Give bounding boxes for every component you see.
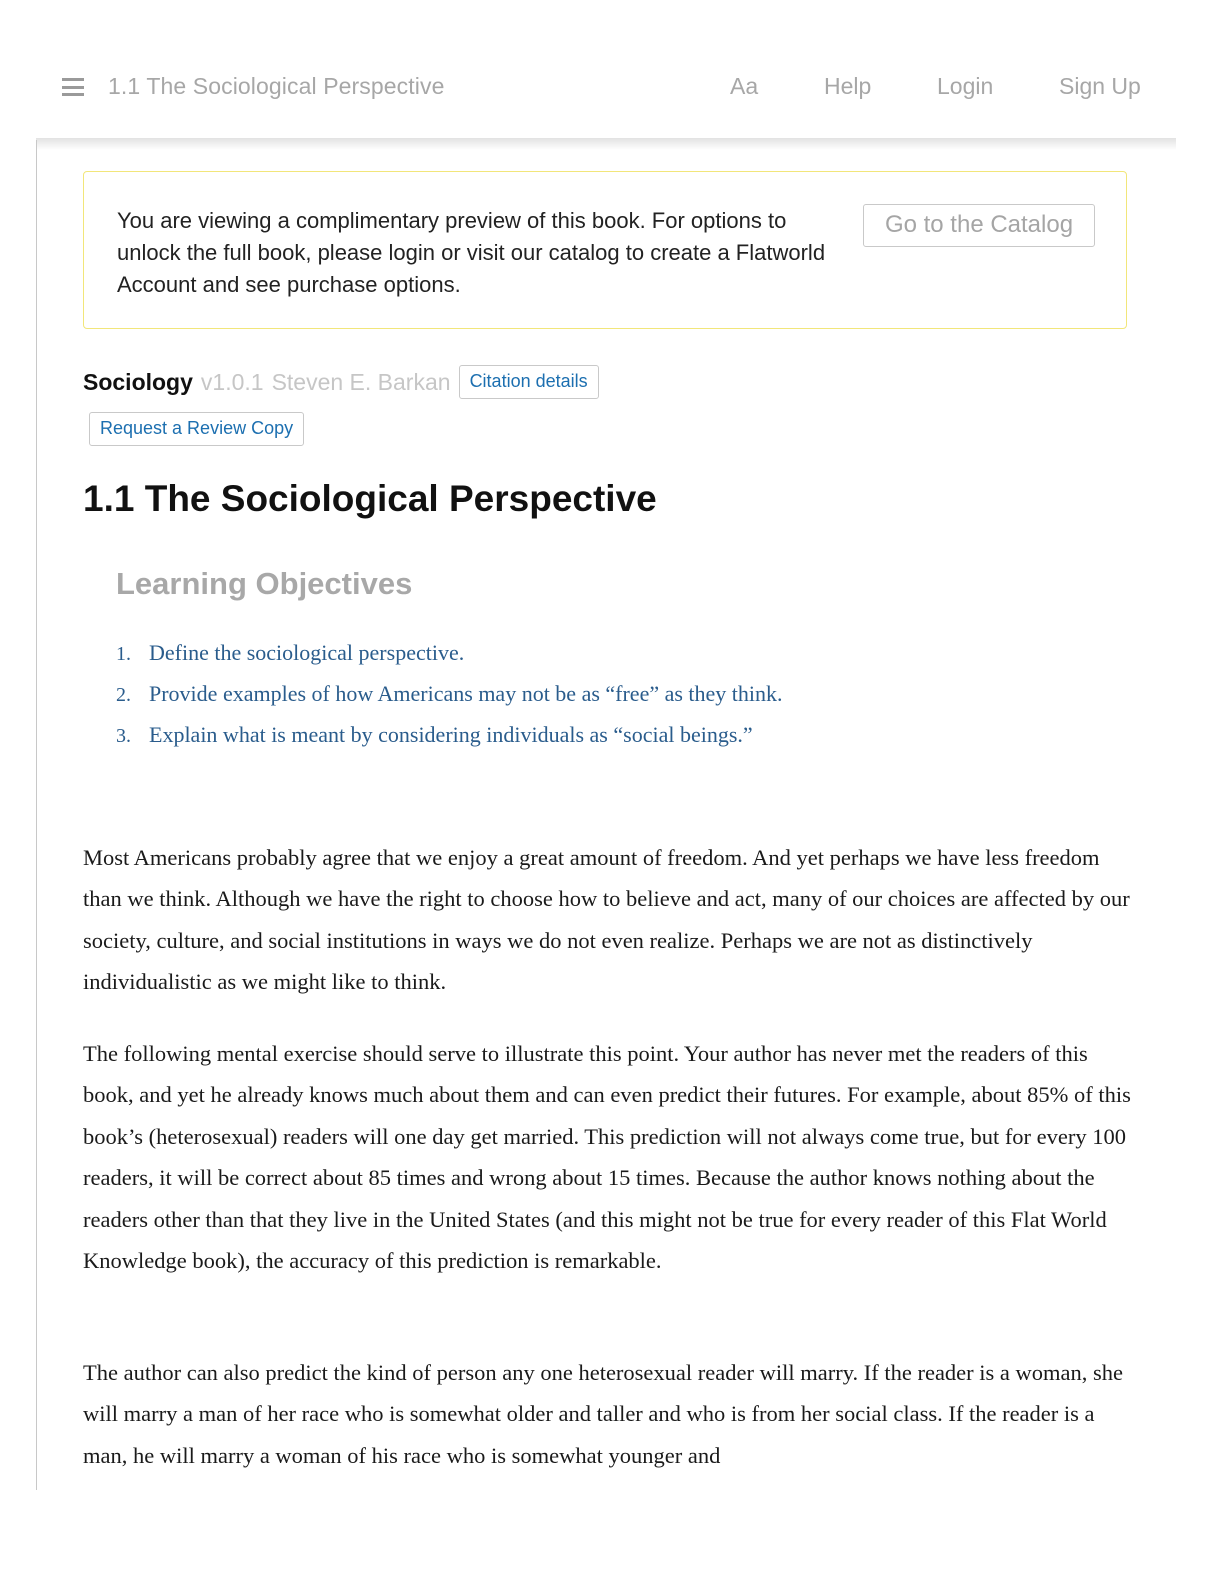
objective-number: 1. [116,643,131,665]
top-bar [0,0,1224,140]
request-review-copy-button[interactable]: Request a Review Copy [89,412,304,446]
learning-objectives-heading: Learning Objectives [116,566,413,601]
objective-item [116,640,783,681]
book-author: Steven E. Barkan [271,368,451,395]
objective-number: 2. [116,684,131,706]
body-paragraph: The following mental exercise should serve to illustrate this point. Your author has never met the readers of this book, and yet he already knows much about them and can even predict their futures. For example, about 85% of this book’s (heterosexual) readers will one day get married. This prediction will not always come true, but for every 100 readers, it will be correct about 85 times and wrong about 15 times. Because the author knows nothing about the readers other than that they live in the United States (and this might not be true for every reader of this Flat World Knowledge book), the accuracy of this prediction is remarkable. [83,1041,1131,1274]
hamburger-menu-icon[interactable] [62,78,84,96]
citation-details-button[interactable]: Citation details [459,365,599,399]
objective-text: Define the sociological perspective. [149,640,465,665]
login-link[interactable]: Login [937,73,994,99]
help-link[interactable]: Help [824,73,872,99]
page-title: 1.1 The Sociological Perspective [83,478,657,519]
content-left-border [36,140,37,1490]
objective-item [116,681,783,722]
body-paragraph: Most Americans probably agree that we enjoy a great amount of freedom. And yet perhaps we have less freedom than we think. Although we have the right to choose how to believe and act, many of our choices are affected by our society, culture, and social institutions in ways we do not even realize. Perhaps we are not as distinctively individualistic as we might like to think. [83,845,1130,995]
learning-objectives-list [116,640,783,763]
book-title: Sociology [83,368,193,395]
header-title: 1.1 The Sociological Perspective [108,73,445,99]
objective-text: Provide examples of how Americans may not be as “free” as they think. [149,681,783,706]
preview-notice [83,171,1127,329]
preview-notice-text: You are viewing a complimentary preview of this book. For options to unlock the full book, please login or visit our catalog to create a Flatworld Account and see purchase options. [117,208,826,297]
objective-item [116,722,783,763]
go-to-catalog-button[interactable]: Go to the Catalog [863,204,1095,247]
objective-number: 3. [116,725,131,747]
font-settings-button[interactable]: Aa [730,73,759,99]
top-bar-shadow [36,138,1176,150]
body-paragraph: The author can also predict the kind of person any one heterosexual reader will marry. If the reader is a woman, she will marry a man of her race who is somewhat older and taller and who is from her social class. If the reader is a man, he will marry a woman of his race who is somewhat younger and [83,1360,1124,1468]
objective-text: Explain what is meant by considering individuals as “social beings.” [149,722,753,747]
book-meta [83,364,599,400]
book-version: v1.0.1 [200,368,264,395]
signup-link[interactable]: Sign Up [1059,73,1141,99]
